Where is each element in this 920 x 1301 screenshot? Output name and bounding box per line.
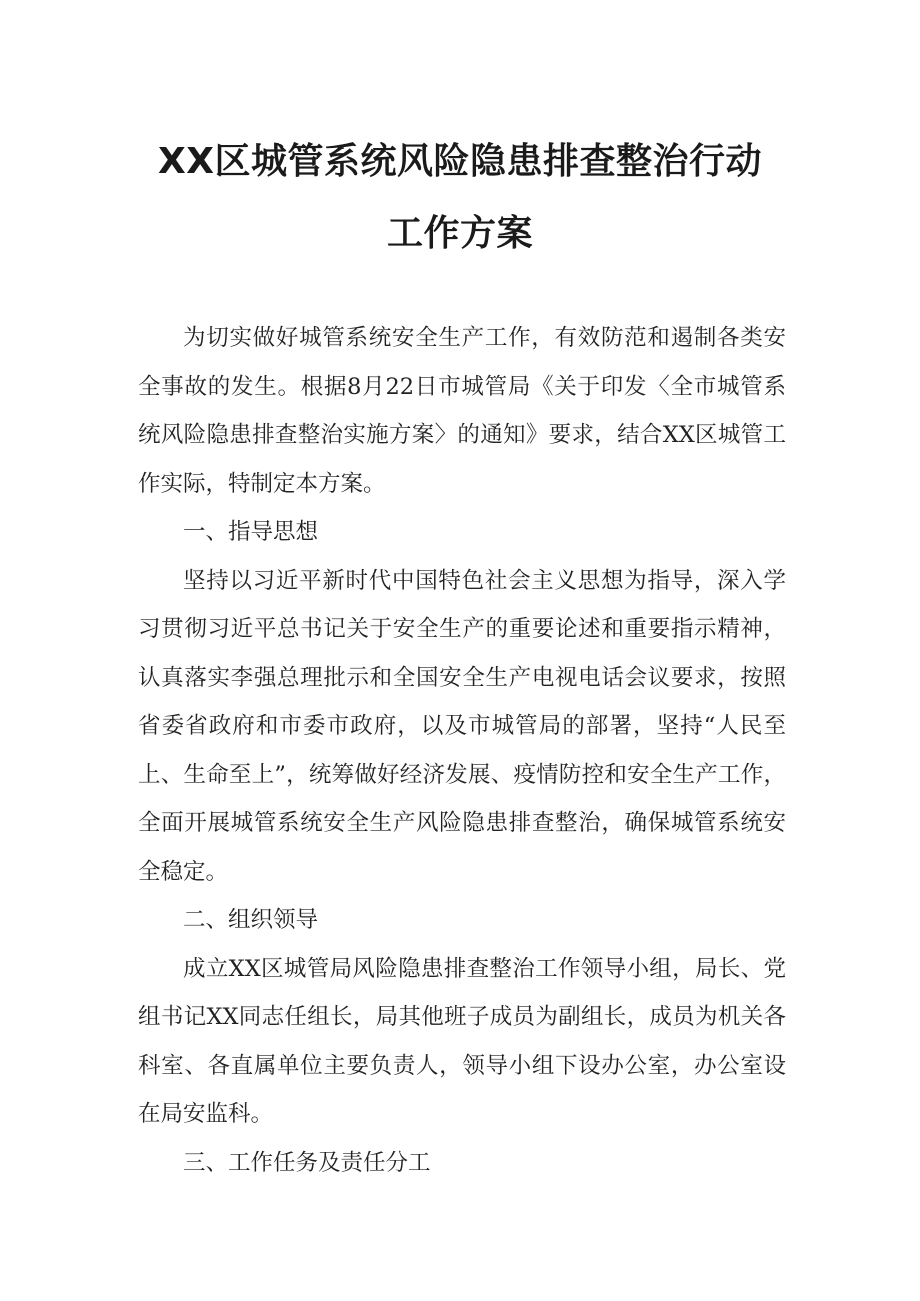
section-2-heading: 二、组织领导 <box>183 907 319 933</box>
document-title-line-2: 工作方案 <box>386 213 533 254</box>
section-1-paragraph: 坚持以习近平新时代中国特色社会主义思想为指导，深入学习贯彻习近平总书记关于安全生产的重要论述和重要指示精神，认真落实李强总理批示和全国安全生产电视电话会议要求，按照省委省政府和市委市政府，以及市城管局的部署，坚持“人民至上、生命至上”，统筹做好经济发展、疫情防控和安全生产工作，全面开展城管系统安全生产风险隐患排查整治，确保城管系统安全稳定。 <box>138 567 786 885</box>
document-title-line-1: XX区城管系统风险隐患排查整治行动 <box>157 141 762 182</box>
intro-paragraph: 为切实做好城管系统安全生产工作，有效防范和遏制各类安全事故的发生。根据8月22日市城管局《关于印发〈全市城管系统风险隐患排查整治实施方案〉的通知》要求，结合XX区城管工作实际，特制定本方案。 <box>138 325 786 497</box>
section-3-heading: 三、工作任务及责任分工 <box>183 1149 431 1176</box>
section-1-heading: 一、指导思想 <box>183 519 319 545</box>
section-2-paragraph: 成立XX区城管局风险隐患排查整治工作领导小组，局长、党组书记XX同志任组长，局其他班子成员为副组长，成员为机关各科室、各直属单位主要负责人，领导小组下设办公室，办公室设在局安监科。 <box>138 955 786 1127</box>
document-body <box>138 314 786 1187</box>
